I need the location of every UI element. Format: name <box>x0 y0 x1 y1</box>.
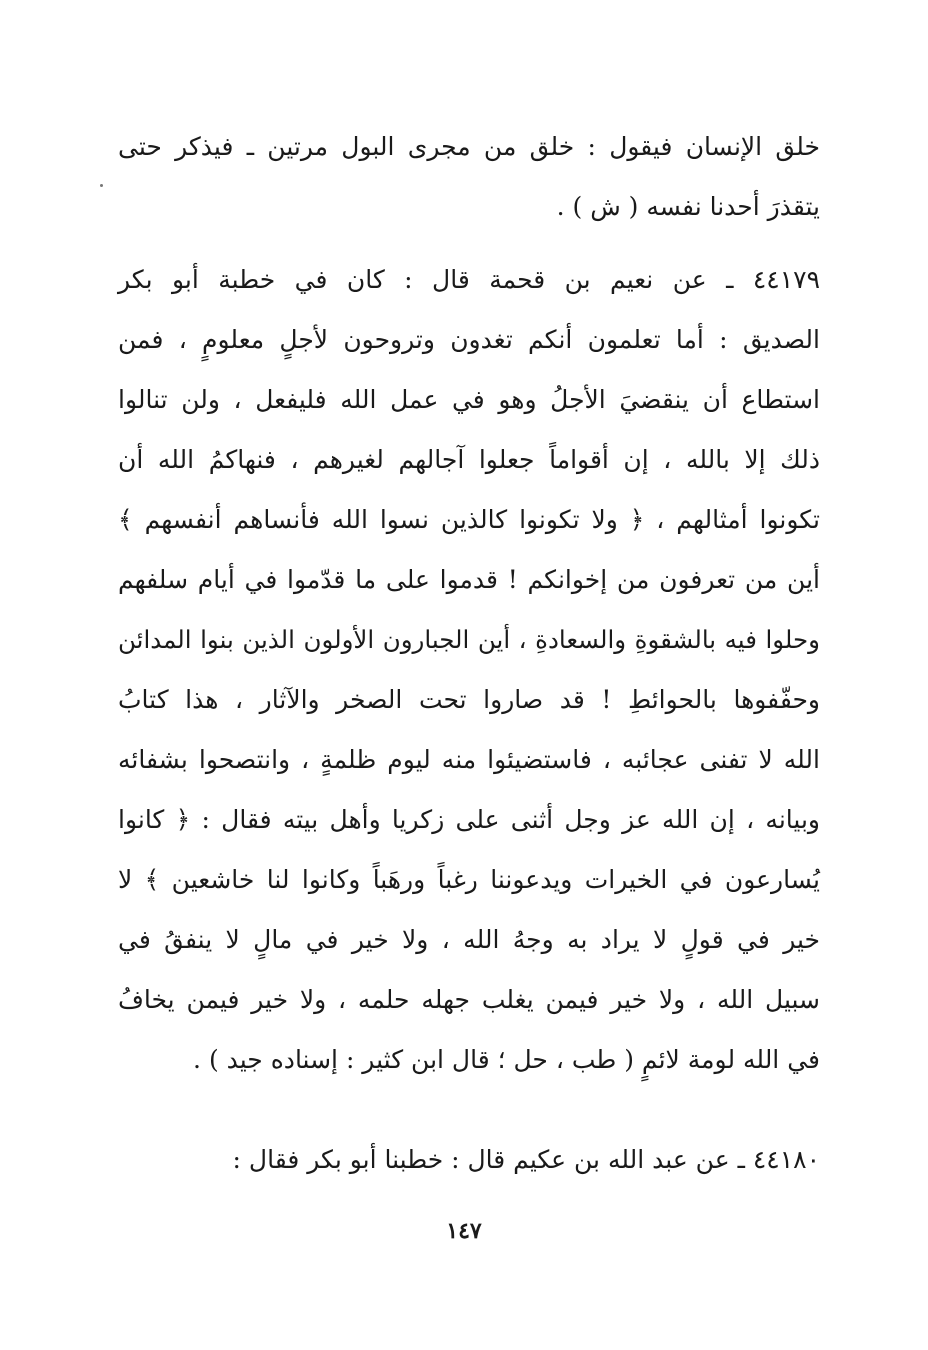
text-line: خير في قولٍ لا يراد به وجهُ الله ، ولا خير في مالٍ لا ينفقُ في <box>118 925 820 954</box>
text-line: يُسارعون في الخيرات ويدعوننا رغباً ورهَباً وكانوا لنا خاشعين ﴾ لا <box>118 865 820 894</box>
text-line: الصديق : أما تعلمون أنكم تغدون وتروحون لأجلٍ معلومٍ ، فمن <box>118 325 820 354</box>
text-line: وحفّفوها بالحوائطِ ! قد صاروا تحت الصخر والآثار ، هذا كتابُ <box>118 685 820 714</box>
text-line: استطاع أن ينقضيَ الأجلُ وهو في عمل الله فليفعل ، ولن تنالوا <box>118 385 820 414</box>
text-line: ٤٤١٨٠ ـ عن عبد الله بن عكيم قال : خطبنا أبو بكر فقال : <box>232 1145 820 1174</box>
text-line: الله لا تفنى عجائبه ، فاستضيئوا منه ليوم ظلمةٍ ، وانتصحوا بشفائه <box>118 745 820 774</box>
text-line: يتقذرَ أحدنا نفسه ( ش ) . <box>556 192 820 221</box>
text-line: أين من تعرفون من إخوانكم ! قدموا على ما قدّموا في أيام سلفهم <box>118 565 820 594</box>
text-line: ٤٤١٧٩ ـ عن نعيم بن قحمة قال : كان في خطبة أبو بكر <box>118 265 820 294</box>
page-number: ١٤٧ <box>446 1218 482 1244</box>
text-line: سبيل الله ، ولا خير فيمن يغلب جهله حلمه ، ولا خير فيمن يخافُ <box>118 985 820 1014</box>
text-line: تكونوا أمثالهم ، ﴿ ولا تكونوا كالذين نسوا الله فأنساهم أنفسهم ﴾ <box>118 505 820 534</box>
text-line: وبيانه ، إن الله عز وجل أثنى على زكريا وأهل بيته فقال : ﴿ كانوا <box>118 805 820 834</box>
text-line: في الله لومة لائمٍ ( طب ، حل ؛ قال ابن كثير : إسناده جيد ) . <box>193 1045 820 1074</box>
hadith-44179 <box>118 250 820 1090</box>
hadith-44180 <box>118 1130 820 1190</box>
scan-speck <box>100 184 103 187</box>
text-line: وحلوا فيه بالشقوةِ والسعادةِ ، أين الجبارون الأولون الذين بنوا المدائن <box>118 625 820 654</box>
text-line: خلق الإنسان فيقول : خلق من مجرى البول مرتين ـ فيذكر حتى <box>118 132 820 161</box>
paragraph-continuation <box>118 117 820 237</box>
text-line: ذلك إلا بالله ، إن أقواماً جعلوا آجالهم لغيرهم ، فنهاكمُ الله أن <box>118 445 820 474</box>
